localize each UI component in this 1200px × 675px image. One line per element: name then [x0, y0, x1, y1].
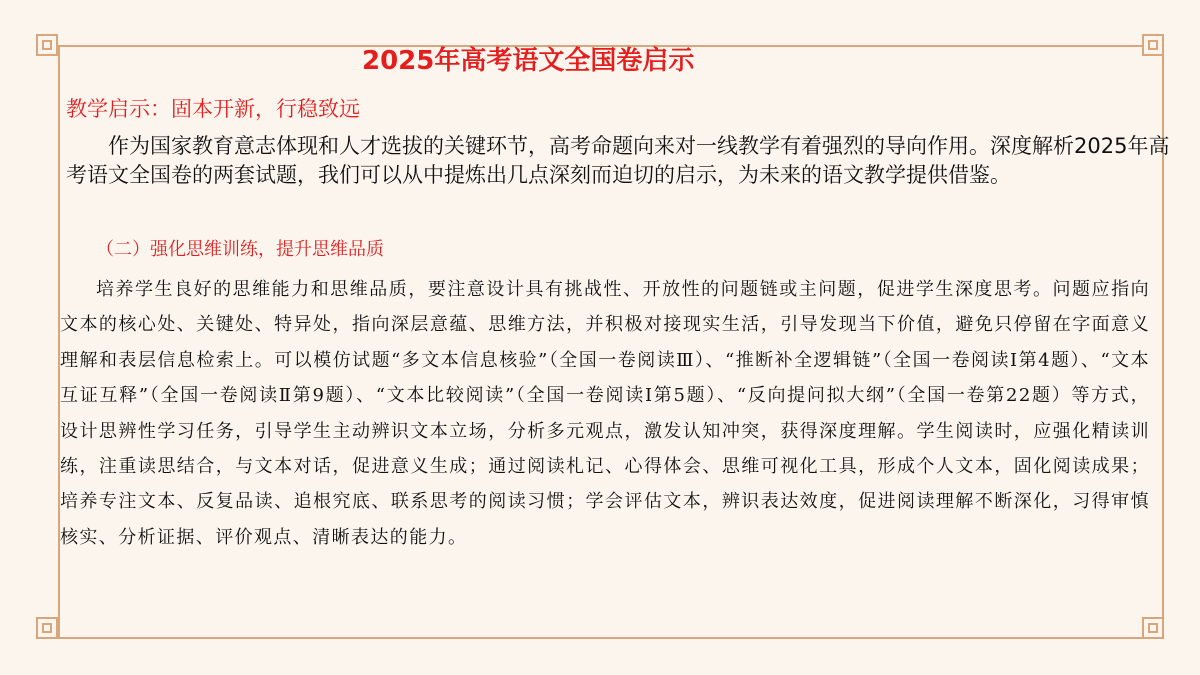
frame-corner-top-right [1142, 34, 1164, 56]
body-paragraph: 培养学生良好的思维能力和思维品质，要注意设计具有挑战性、开放性的问题链或主问题，促进学生深度思考。问题应指向文本的核心处、关键处、特异处，指向深层意蕴、思维方法，并积极对接现实生活，引导发现当下价值，避免只停留在字面意义理解和表层信息检索上。可以模仿试题“多文本信息核验”（全国一卷阅读Ⅲ）、“推断补全逻辑链”（全国一卷阅读Ⅰ第4题）、“文本互证互释”（全国一卷阅读Ⅱ第9题）、“文本比较阅读”（全国一卷阅读Ⅰ第5题）、“反向提问拟大纲”（全国一卷第22题）等方式，设计思辨性学习任务，引导学生主动辨识文本立场，分析多元观点，激发认知冲突，获得深度理解。学生阅读时，应强化精读训练，注重读思结合，与文本对话，促进意义生成；通过阅读札记、心得体会、思维可视化工具，形成个人文本，固化阅读成果；培养专注文本、反复品读、追根究底、联系思考的阅读习惯；学会评估文本，辨识表达效度，促进阅读理解不断深化，习得审慎核实、分析证据、评价观点、清晰表达的能力。 [60, 279, 1150, 548]
subsection-heading: （二）强化思维训练，提升思维品质 [96, 239, 384, 260]
page-title: 2025年高考语文全国卷启示 [362, 46, 695, 76]
section-heading: 教学启示：固本开新，行稳致远 [66, 97, 360, 121]
frame-corner-top-left [36, 34, 58, 56]
frame-corner-bottom-right [1142, 617, 1164, 639]
frame-corner-bottom-left [36, 617, 58, 639]
intro-paragraph: 作为国家教育意志体现和人才选拔的关键环节，高考命题向来对一线教学有着强烈的导向作用。深度解析2025年高考语文全国卷的两套试题，我们可以从中提炼出几点深刻而迫切的启示，为未来的语文教学提供借鉴。 [66, 134, 1170, 188]
